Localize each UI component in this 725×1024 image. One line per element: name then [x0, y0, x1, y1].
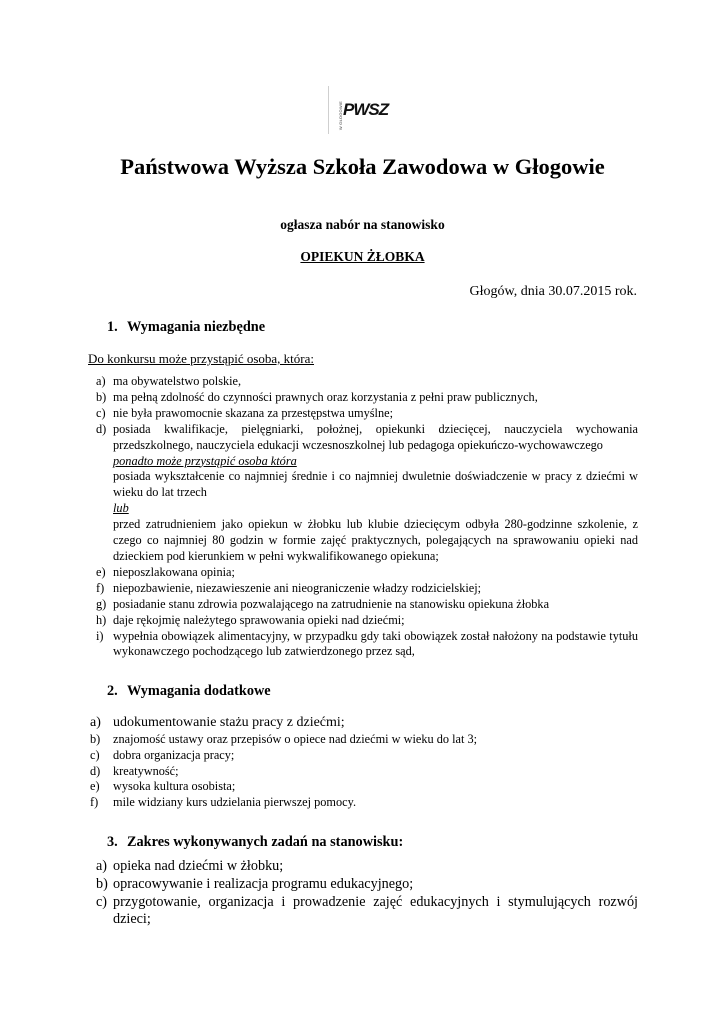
- list-marker: b): [96, 875, 108, 892]
- alternative-2-text: przed zatrudnieniem jako opiekun w żłobku lub klubie dziecięcym odbyła 280-godzinne szkolenie, z czego co najmniej 80 godzin w formie zajęć praktycznych, polegających na sprawowaniu opieki nad dzieckiem pod kierunkiem w pełni wykwalifikowanego opiekuna;: [113, 517, 638, 563]
- list-item: [88, 581, 638, 597]
- section-3-heading: [107, 833, 403, 851]
- logo-main-text: PWSZ: [343, 100, 389, 119]
- list-item: [88, 858, 638, 876]
- document-date: Głogów, dnia 30.07.2015 rok.: [469, 284, 637, 299]
- logo-divider: [328, 86, 329, 134]
- section-title: Wymagania niezbędne: [127, 319, 266, 335]
- university-logo: [328, 86, 396, 134]
- list-marker: c): [90, 747, 100, 762]
- list-item: [88, 876, 638, 894]
- section-2-heading: [107, 682, 271, 700]
- or-connector: lub: [113, 501, 129, 516]
- alternative-heading: ponadto może przystąpić osoba która: [113, 453, 297, 468]
- announcement-subtitle: ogłasza nabór na stanowisko: [280, 217, 445, 232]
- section-title: Wymagania dodatkowe: [127, 683, 271, 699]
- section-number: 2.: [107, 683, 118, 699]
- list-marker: a): [96, 858, 108, 874]
- section-number: 1.: [107, 319, 118, 335]
- list-item-text: nieposzlakowana opinia;: [113, 564, 235, 579]
- list-marker: a): [96, 374, 106, 388]
- list-item: [88, 795, 638, 811]
- section-1-intro: Do konkursu może przystąpić osoba, która:: [88, 351, 315, 366]
- requirements-list: [88, 374, 638, 660]
- list-marker: f): [90, 795, 99, 810]
- list-item-text: posiadanie stanu zdrowia pozwalającego na zatrudnienie na stanowisku opiekuna żłobka: [113, 596, 550, 611]
- list-marker: b): [90, 732, 101, 746]
- list-item-text: znajomość ustawy oraz przepisów o opiece nad dziećmi w wieku do lat 3;: [113, 732, 478, 746]
- list-item: [88, 732, 638, 748]
- alternative-1-text: posiada wykształcenie co najmniej średnie i co najmniej dwuletnie doświadczenie w pracy z dziećmi w wieku do lat trzech: [113, 469, 638, 500]
- list-marker: h): [96, 612, 107, 627]
- section-1-heading: [107, 318, 265, 336]
- document-title: Państwowa Wyższa Szkoła Zawodowa w Głogowie: [120, 154, 605, 179]
- list-item-text: mile widziany kurs udzielania pierwszej pomocy.: [113, 795, 357, 810]
- list-item-text: ma obywatelstwo polskie,: [113, 374, 242, 388]
- list-item-text: niepozbawienie, niezawieszenie ani nieograniczenie władzy rodzicielskiej;: [113, 580, 482, 595]
- list-item: [88, 748, 638, 764]
- list-item-text: opracowywanie i realizacja programu edukacyjnego;: [113, 875, 414, 892]
- list-marker: c): [96, 405, 106, 420]
- list-item: [88, 565, 638, 581]
- list-item: [88, 714, 638, 732]
- list-item-text: udokumentowanie stażu pracy z dziećmi;: [113, 715, 345, 730]
- list-item: [88, 894, 638, 930]
- list-marker: d): [96, 421, 107, 436]
- list-item-text: daje rękojmię należytego sprawowania opieki nad dziećmi;: [113, 612, 405, 627]
- list-item: [88, 597, 638, 613]
- list-item-text: dobra organizacja pracy;: [113, 747, 235, 762]
- section-title: Zakres wykonywanych zadań na stanowisku:: [127, 834, 404, 850]
- list-item: [88, 374, 638, 390]
- list-item: [88, 629, 638, 661]
- list-item: [88, 613, 638, 629]
- list-item-text: wypełnia obowiązek alimentacyjny, w przypadku gdy taki obowiązek został nałożony na podstawie tytułu wykonawczego pochodzącego lub zatwierdzonego przez sąd,: [113, 628, 638, 659]
- list-marker: a): [90, 715, 101, 730]
- section-number: 3.: [107, 834, 118, 850]
- list-marker: e): [96, 564, 106, 579]
- list-item-text: opieka nad dziećmi w żłobku;: [113, 858, 284, 874]
- list-item-text: kreatywność;: [113, 763, 179, 778]
- list-marker: i): [96, 628, 104, 643]
- list-marker: f): [96, 580, 105, 595]
- list-item-text: wysoka kultura osobista;: [113, 779, 236, 794]
- position-name: OPIEKUN ŻŁOBKA: [300, 249, 425, 264]
- tasks-list: [88, 858, 638, 929]
- list-marker: d): [90, 763, 101, 778]
- list-item: [88, 390, 638, 406]
- list-item-text: przygotowanie, organizacja i prowadzenie zajęć edukacyjnych i stymulujących rozwój dzieci;: [113, 893, 638, 928]
- additional-requirements-list: [88, 714, 638, 811]
- list-item: [88, 764, 638, 780]
- list-item: [88, 422, 638, 565]
- list-item-text: ma pełną zdolność do czynności prawnych oraz korzystania z pełni praw publicznych,: [113, 389, 538, 404]
- list-marker: g): [96, 596, 107, 611]
- list-item-text: posiada kwalifikacje, pielęgniarki, położnej, opiekunki dziecięcej, nauczyciela wychowania przedszkolnego, nauczyciela edukacji wczesnoszkolnej lub pedagoga opiekuńczo-wychowawczego: [113, 421, 638, 452]
- list-item-text: nie była prawomocnie skazana za przestępstwa umyślne;: [113, 405, 393, 420]
- logo-small-text: W GŁOGOWIE: [338, 101, 343, 131]
- list-marker: b): [96, 389, 107, 404]
- list-marker: c): [96, 893, 108, 910]
- list-item: [88, 406, 638, 422]
- list-item: [88, 779, 638, 795]
- list-marker: e): [90, 779, 100, 794]
